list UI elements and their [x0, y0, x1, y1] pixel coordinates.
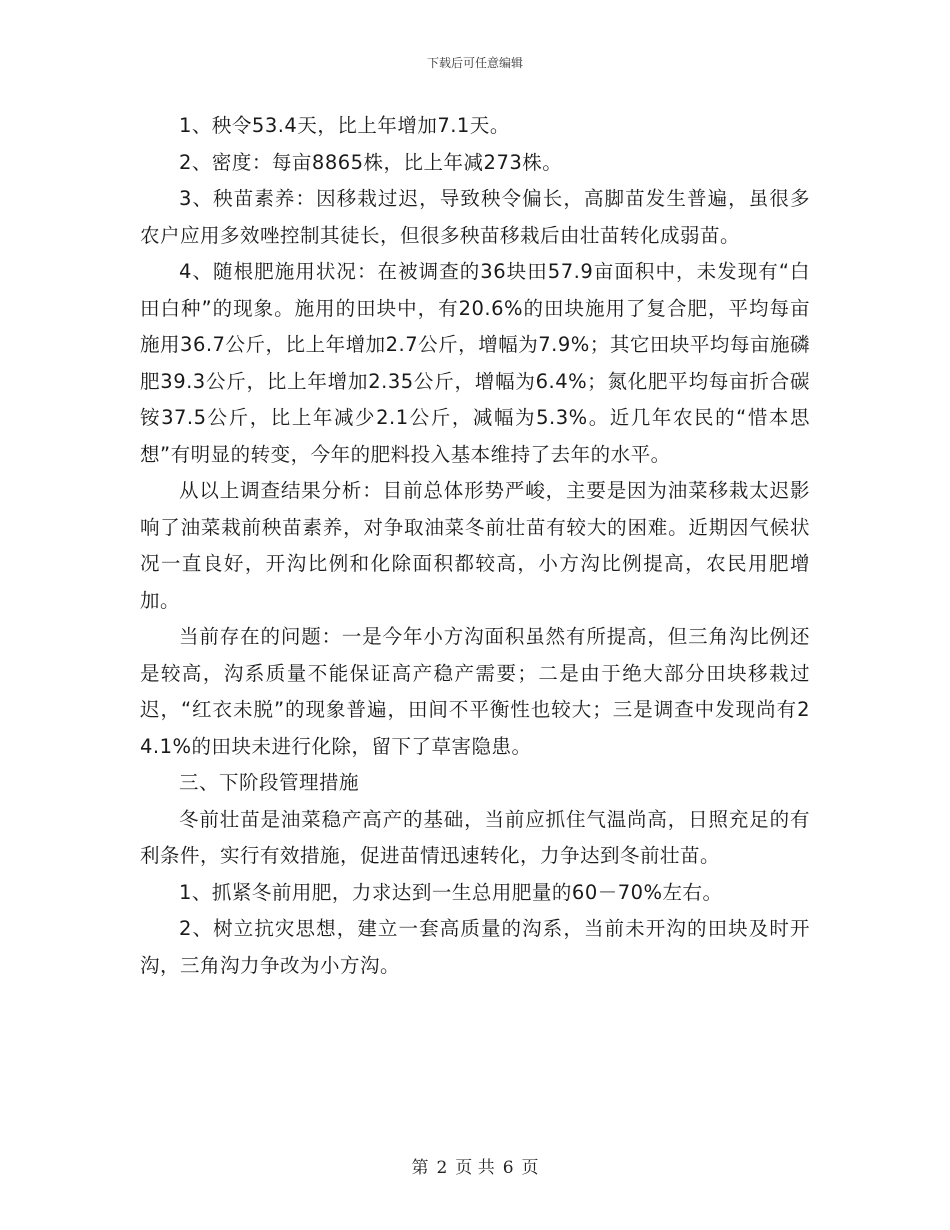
paragraph-density: 2、密度：每亩8865株，比上年减273株。 [179, 150, 563, 174]
paragraph-problems: 当前存在的问题：一是今年小方沟面积虽然有所提高，但三角沟比例还是较高，沟系质量不能保证高产稳产需要；二是由于绝大部分田块移栽过迟，“红衣未脱”的现象普遍，田间不平衡性也较大；三是调查中发现尚有24.1%的田块未进行化除，留下了草害隐患。 [140, 625, 810, 758]
page-header: 下载后可任意编辑 [426, 56, 523, 70]
paragraph-measures-intro: 冬前壮苗是油菜稳产高产的基础，当前应抓住气温尚高，日照充足的有利条件，实行有效措施，促进苗情迅速转化，力争达到冬前壮苗。 [140, 807, 810, 867]
section-heading: 三、下阶段管理措施 [179, 771, 360, 794]
footer-prefix: 第 [411, 1158, 429, 1178]
paragraph-measure-1: 1、抓紧冬前用肥，力求达到一生总用肥量的60－70%左右。 [179, 880, 723, 904]
page-footer [0, 1153, 950, 1178]
paragraph-seedling-age: 1、秧令53.4天，比上年增加7.1天。 [179, 114, 510, 137]
paragraph-measure-2: 2、树立抗灾思想，建立一套高质量的沟系，当前未开沟的田块及时开沟，三角沟力争改为小方沟。 [140, 917, 810, 977]
footer-page-number: 2 [436, 1158, 448, 1178]
paragraph-fertilizer: 4、随根肥施用状况：在被调查的36块田57.9亩面积中，未发现有“白田白种”的现象。施用的田块中，有20.6%的田块施用了复合肥，平均每亩施用36.7公斤，比上年增加2.7公斤，增幅为7.9%；其它田块平均每亩施磷肥39.3公斤，比上年增加2.35公斤，增幅为6.4%；氮化肥平均每亩折合碳铵37.5公斤，比上年减少2.1公斤，减幅为5.3%。近几年农民的“惜本思想”有明显的转变，今年的肥料投入基本维持了去年的水平。 [140, 260, 810, 466]
footer-suffix: 页 [521, 1158, 539, 1178]
footer-total-pages: 6 [502, 1158, 514, 1178]
footer-middle: 页 共 [455, 1158, 495, 1178]
paragraph-seedling-quality: 3、秧苗素养：因移栽过迟，导致秧令偏长，高脚苗发生普遍，虽很多农户应用多效唑控制其徒长，但很多秧苗移栽后由壮苗转化成弱苗。 [140, 187, 810, 247]
paragraph-analysis: 从以上调查结果分析：目前总体形势严峻，主要是因为油菜移栽太迟影响了油菜栽前秧苗素养，对争取油菜冬前壮苗有较大的困难。近期因气候状况一直良好，开沟比例和化除面积都较高，小方沟比例提高，农民用肥增加。 [140, 479, 810, 612]
document-body [140, 108, 810, 984]
